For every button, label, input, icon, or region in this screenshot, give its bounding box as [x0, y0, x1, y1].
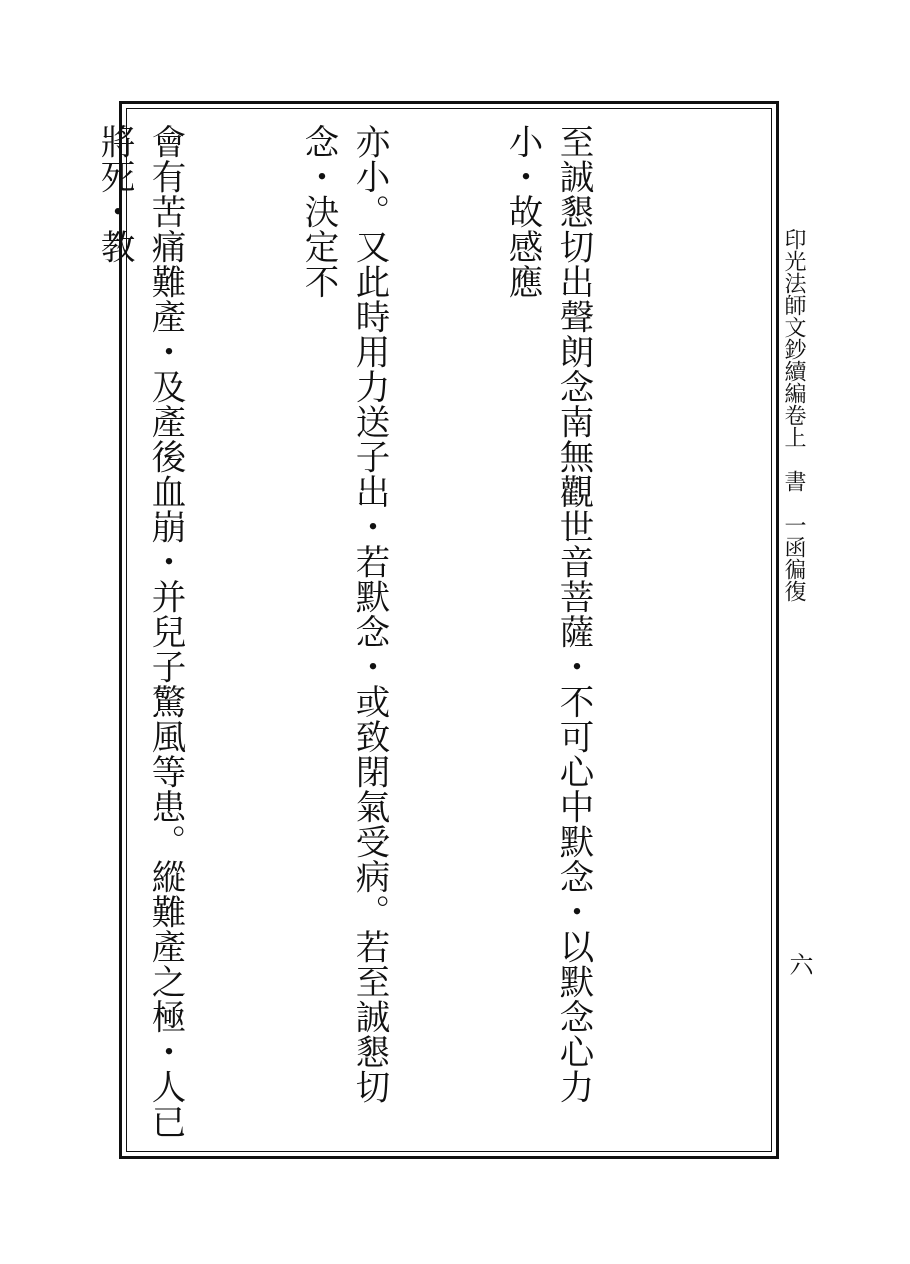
text-column-3: 會有苦痛難產・及產後血崩・并兒子驚風等患。縱難產之極・人已將死・教 — [94, 124, 185, 1139]
text-column-2: 亦小。又此時用力送子出・若默念・或致閉氣受病。若至誠懇切念・決定不 — [298, 124, 389, 1104]
section-label: 書 — [781, 470, 806, 492]
book-title: 印光法師文鈔續編卷上 — [781, 228, 806, 448]
page-number: 六 — [785, 952, 813, 976]
text-column-1: 至誠懇切出聲朗念南無觀世音菩薩・不可心中默念・以默念心力小・故感應 — [502, 124, 593, 1104]
subsection-label: 一函徧復 — [781, 514, 806, 602]
main-text — [94, 124, 700, 1144]
running-head — [778, 228, 808, 608]
